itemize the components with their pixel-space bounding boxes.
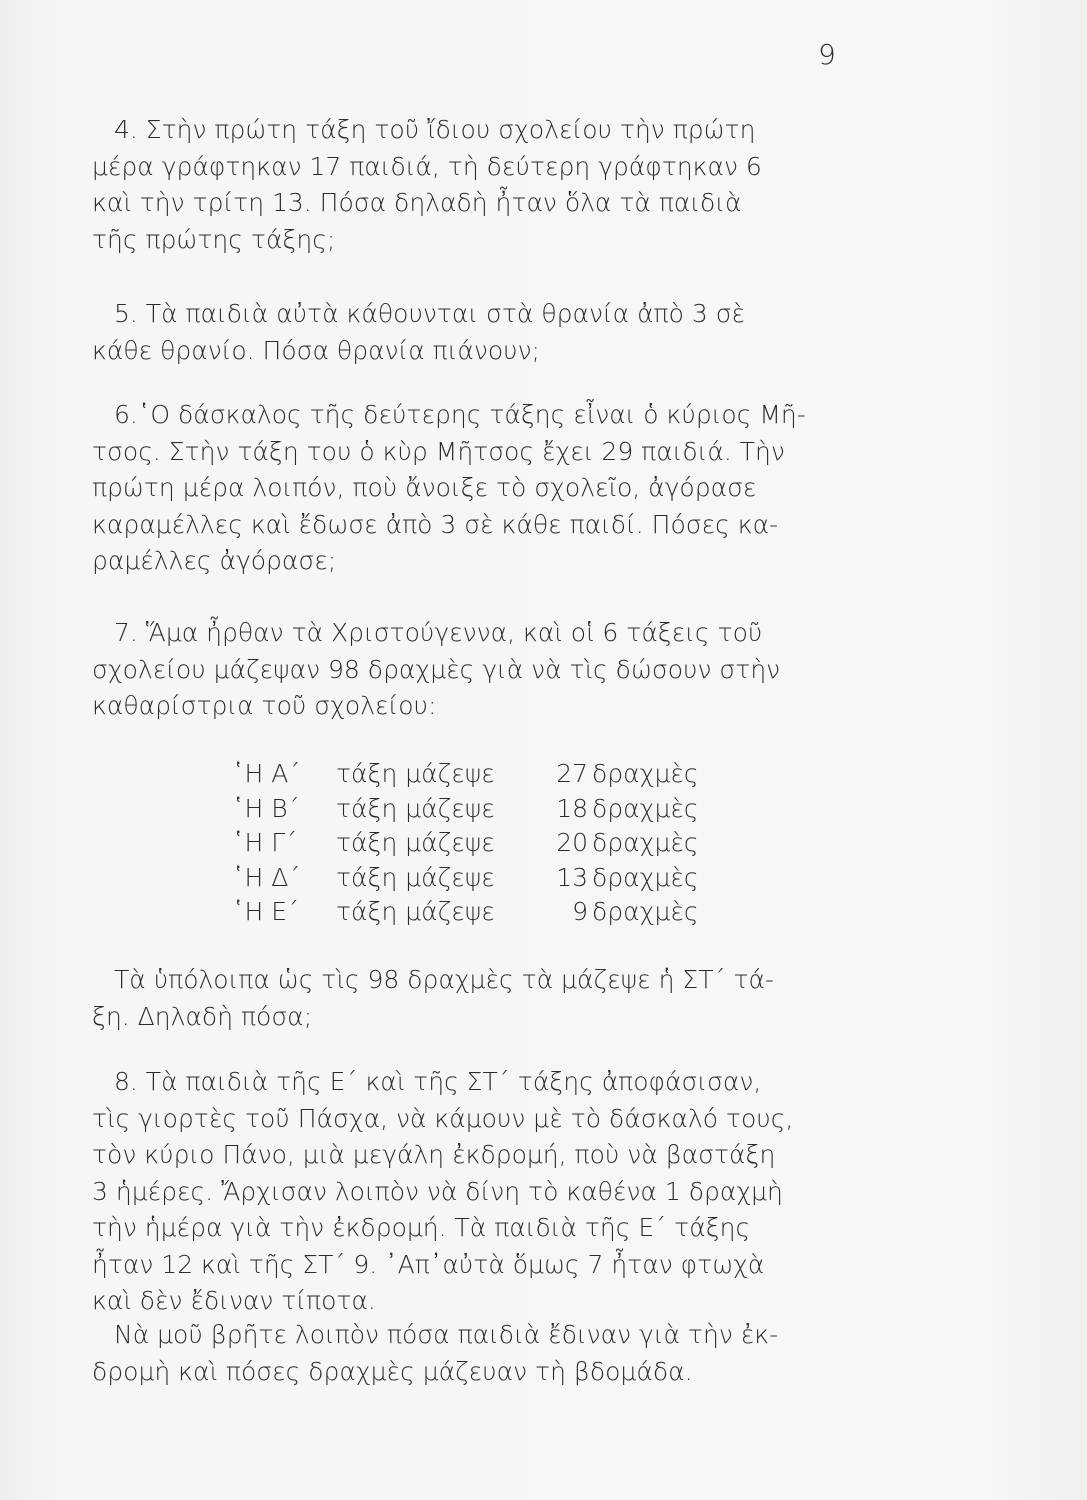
unit-text: δραχμὲς [592, 793, 699, 823]
text-line: τὴν ἡμέρα γιὰ τὴν ἐκδρομή. Τὰ παιδιὰ τῆς Ε΄ τάξης [92, 1213, 751, 1242]
unit-text: δραχμὲς [592, 759, 699, 788]
text-line: 8. Τὰ παιδιὰ τῆς Ε΄ καὶ τῆς ΣΤ΄ τάξης ἀποφάσισαν, [114, 1067, 762, 1096]
class-label: ῾Η Α΄ [232, 759, 301, 788]
problem-5 [92, 296, 882, 369]
amount-value: 9 [572, 897, 588, 926]
unit-text: δραχμὲς [592, 897, 699, 926]
problem-7 [92, 615, 882, 725]
amount-value: 18 [556, 793, 588, 823]
class-label: ῾Η Δ΄ [232, 862, 301, 892]
text-line: 5. Τὰ παιδιὰ αὐτὰ κάθουνται στὰ θρανία ἀπὸ 3 σὲ [114, 299, 746, 328]
text-line: ἦταν 12 καὶ τῆς ΣΤ΄ 9. ᾿Απ᾿αὐτὰ ὅμως 7 ἦταν φτωχὰ [92, 1249, 765, 1279]
text-line: 3 ἡμέρες. Ἄρχισαν λοιπὸν νὰ δίνη τὸ καθένα 1 δραχμὴ [92, 1176, 783, 1206]
class-label: ῾Η Ε΄ [232, 897, 300, 926]
table-row [232, 861, 712, 896]
verb-text: τάξη μάζεψε [336, 862, 495, 892]
table-row [232, 757, 712, 792]
text-line: Νὰ μοῦ βρῆτε λοιπὸν πόσα παιδιὰ ἔδιναν γιὰ τὴν ἐκ- [114, 1320, 779, 1349]
problem-8-question [92, 1317, 882, 1390]
problem-4 [92, 112, 882, 258]
text-line: μέρα γράφτηκαν 17 παιδιά, τὴ δεύτερη γράφτηκαν 6 [92, 151, 762, 181]
text-line: καθαρίστρια τοῦ σχολείου: [92, 691, 437, 720]
verb-text: τάξη μάζεψε [336, 828, 495, 857]
verb-text: τάξη μάζεψε [336, 759, 495, 788]
text-line: καὶ τὴν τρίτη 13. Πόσα δηλαδὴ ἦταν ὅλα τὰ παιδιὰ [92, 188, 742, 217]
table-row [232, 792, 712, 827]
text-line: κάθε θρανίο. Πόσα θρανία πιάνουν; [92, 335, 540, 365]
text-line: τῆς πρώτης τάξης; [92, 224, 336, 254]
collection-table [232, 757, 712, 930]
text-line: καὶ δὲν ἔδιναν τίποτα. [92, 1286, 376, 1315]
class-label: ῾Η Β΄ [232, 793, 300, 823]
problem-6 [92, 397, 882, 580]
unit-text: δραχμὲς [592, 862, 699, 892]
table-row [232, 826, 712, 861]
verb-text: τάξη μάζεψε [336, 793, 495, 823]
text-line: Τὰ ὑπόλοιπα ὡς τὶς 98 δραχμὲς τὰ μάζεψε ἡ ΣΤ΄ τά- [114, 965, 775, 994]
amount-value: 20 [556, 828, 588, 857]
problem-8 [92, 1064, 882, 1320]
class-label: ῾Η Γ΄ [232, 828, 298, 857]
text-line: σχολείου μάζεψαν 98 δραχμὲς γιὰ νὰ τὶς δώσουν στὴν [92, 654, 781, 684]
text-line: τὶς γιορτὲς τοῦ Πάσχα, νὰ κάμουν μὲ τὸ δάσκαλό τους, [92, 1103, 794, 1133]
text-line: καραμέλλες καὶ ἔδωσε ἀπὸ 3 σὲ κάθε παιδί. Πόσες κα- [92, 509, 779, 539]
text-line: τσος. Στὴν τάξη του ὁ κὺρ Μῆτσος ἔχει 29 παιδιά. Τὴν [92, 436, 785, 466]
table-row [232, 895, 712, 930]
text-line: πρώτη μέρα λοιπόν, ποὺ ἄνοιξε τὸ σχολεῖο, ἀγόρασε [92, 473, 757, 502]
text-line: δρομὴ καὶ πόσες δραχμὲς μάζευαν τὴ βδομάδα. [92, 1356, 693, 1386]
text-line: 4. Στὴν πρώτη τάξη τοῦ ἴδιου σχολείου τὴν πρώτη [114, 115, 756, 144]
text-line: 6.῾Ο δάσκαλος τῆς δεύτερης τάξης εἶναι ὁ κύριος Μῆ- [114, 400, 806, 429]
verb-text: τάξη μάζεψε [336, 897, 495, 926]
text-line: 7. Ἅμα ἦρθαν τὰ Χριστούγεννα, καὶ οἱ 6 τάξεις τοῦ [114, 618, 763, 647]
text-line: τὸν κύριο Πάνο, μιὰ μεγάλη ἐκδρομή, ποὺ νὰ βαστάξη [92, 1140, 776, 1169]
text-line: ραμέλλες ἀγόρασε; [92, 546, 337, 575]
unit-text: δραχμὲς [592, 828, 699, 857]
problem-7-followup [92, 962, 882, 1035]
text-line: ξη. Δηλαδὴ πόσα; [92, 1001, 313, 1031]
page-number: 9 [818, 38, 836, 71]
amount-value: 13 [556, 862, 588, 892]
amount-value: 27 [556, 759, 588, 788]
